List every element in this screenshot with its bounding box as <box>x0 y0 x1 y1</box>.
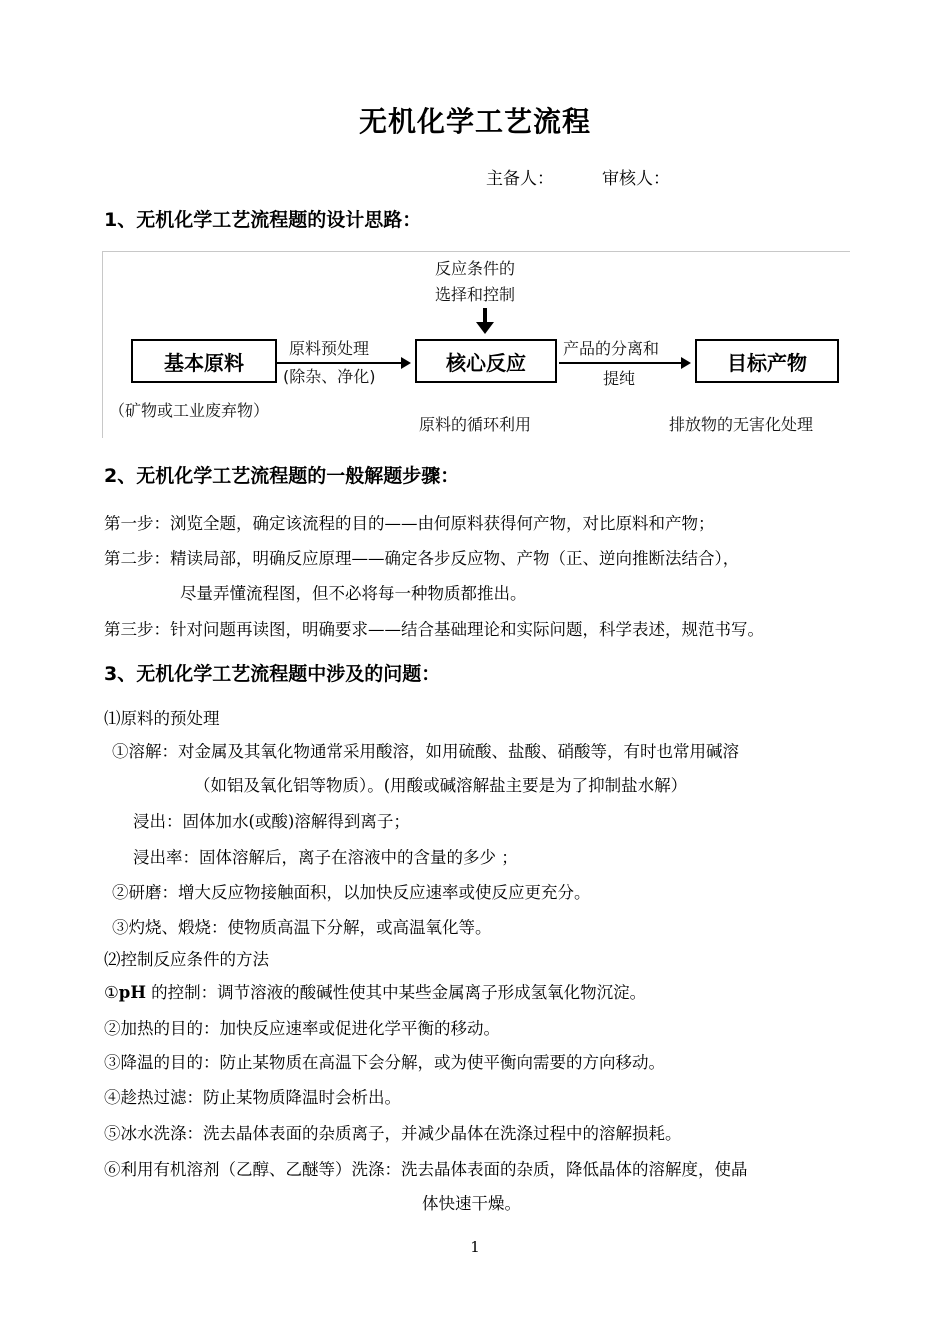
target-product-box: 目标产物 <box>695 339 839 383</box>
organic-wash-text-cont: 体快速干燥。 <box>422 1194 521 1213</box>
page-number: 1 <box>470 1238 480 1256</box>
reviewer-label: 审核人： <box>602 169 670 189</box>
section1-heading: 1、无机化学工艺流程题的设计思路： <box>104 209 422 231</box>
organic-wash-text: ⑥利用有机溶剂（乙醇、乙醚等）洗涤：洗去晶体表面的杂质，降低晶体的溶解度，使晶 <box>104 1160 748 1179</box>
condition-label-line2: 选择和控制 <box>435 285 516 304</box>
right-arrow-icon <box>559 362 689 364</box>
step1-text: 第一步：浏览全题，确定该流程的目的——由何原料获得何产物，对比原料和产物； <box>104 514 715 533</box>
pretreatment-sub-label: (除杂、净化) <box>283 367 376 386</box>
section3-heading: 3、无机化学工艺流程题中涉及的问题： <box>104 663 441 685</box>
core-reaction-box: 核心反应 <box>415 339 557 383</box>
preparer-label: 主备人： <box>486 169 554 189</box>
ice-wash-text: ⑤冰水洗涤：洗去晶体表面的杂质离子，并减少晶体在洗涤过程中的溶解损耗。 <box>104 1124 682 1143</box>
step2-text: 第二步：精读局部，明确反应原理——确定各步反应物、产物（正、逆向推断法结合）， <box>104 549 740 568</box>
waste-treatment-note: 排放物的无害化处理 <box>669 415 814 434</box>
control-conditions-title: ⑵控制反应条件的方法 <box>104 950 269 969</box>
recycling-note: 原料的循环利用 <box>419 415 532 434</box>
pretreatment-label: 原料预处理 <box>289 339 370 358</box>
separation-label: 产品的分离和 <box>563 339 660 358</box>
step2-text-cont: 尽量弄懂流程图，但不必将每一种物质都推出。 <box>180 584 527 603</box>
leach-rate-text: 浸出率：固体溶解后，离子在溶液中的含量的多少 ； <box>133 848 518 867</box>
ph-control-text <box>104 979 646 1003</box>
raw-material-box: 基本原料 <box>131 339 277 383</box>
heat-text: ②加热的目的：加快反应速率或促进化学平衡的移动。 <box>104 1019 500 1038</box>
pretreatment-title: ⑴原料的预处理 <box>104 709 220 728</box>
cool-text: ③降温的目的：防止某物质在高温下会分解，或为使平衡向需要的方向移动。 <box>104 1053 665 1072</box>
dissolve-text-cont: （如铝及氧化铝等物质）。(用酸或碱溶解盐主要是为了抑制盐水解） <box>194 776 688 795</box>
condition-label-line1: 反应条件的 <box>435 259 516 278</box>
ph-rest: 的控制：调节溶液的酸碱性使其中某些金属离子形成氢氧化物沉淀。 <box>145 983 647 1002</box>
raw-material-note: （矿物或工业废弃物） <box>109 401 270 420</box>
roast-text: ③灼烧、煅烧：使物质高温下分解，或高温氧化等。 <box>112 918 492 937</box>
purification-label: 提纯 <box>603 369 636 388</box>
process-flow-diagram <box>102 251 850 438</box>
hot-filter-text: ④趁热过滤：防止某物质降温时会析出。 <box>104 1088 401 1107</box>
down-arrow-icon <box>483 308 487 324</box>
ph-term: pH <box>118 983 146 1002</box>
leach-text: 浸出：固体加水(或酸)溶解得到离子； <box>133 812 410 831</box>
grind-text: ②研磨：增大反应物接触面积，以加快反应速率或使反应更充分。 <box>112 883 591 902</box>
section2-heading: 2、无机化学工艺流程题的一般解题步骤： <box>104 465 460 487</box>
step3-text: 第三步：针对问题再读图，明确要求——结合基础理论和实际问题，科学表述，规范书写。 <box>104 620 764 639</box>
page-title: 无机化学工艺流程 <box>358 105 591 138</box>
ph-prefix: ① <box>104 983 119 1002</box>
dissolve-text: ①溶解：对金属及其氧化物通常采用酸溶，如用硫酸、盐酸、硝酸等，有时也常用碱溶 <box>112 742 739 761</box>
